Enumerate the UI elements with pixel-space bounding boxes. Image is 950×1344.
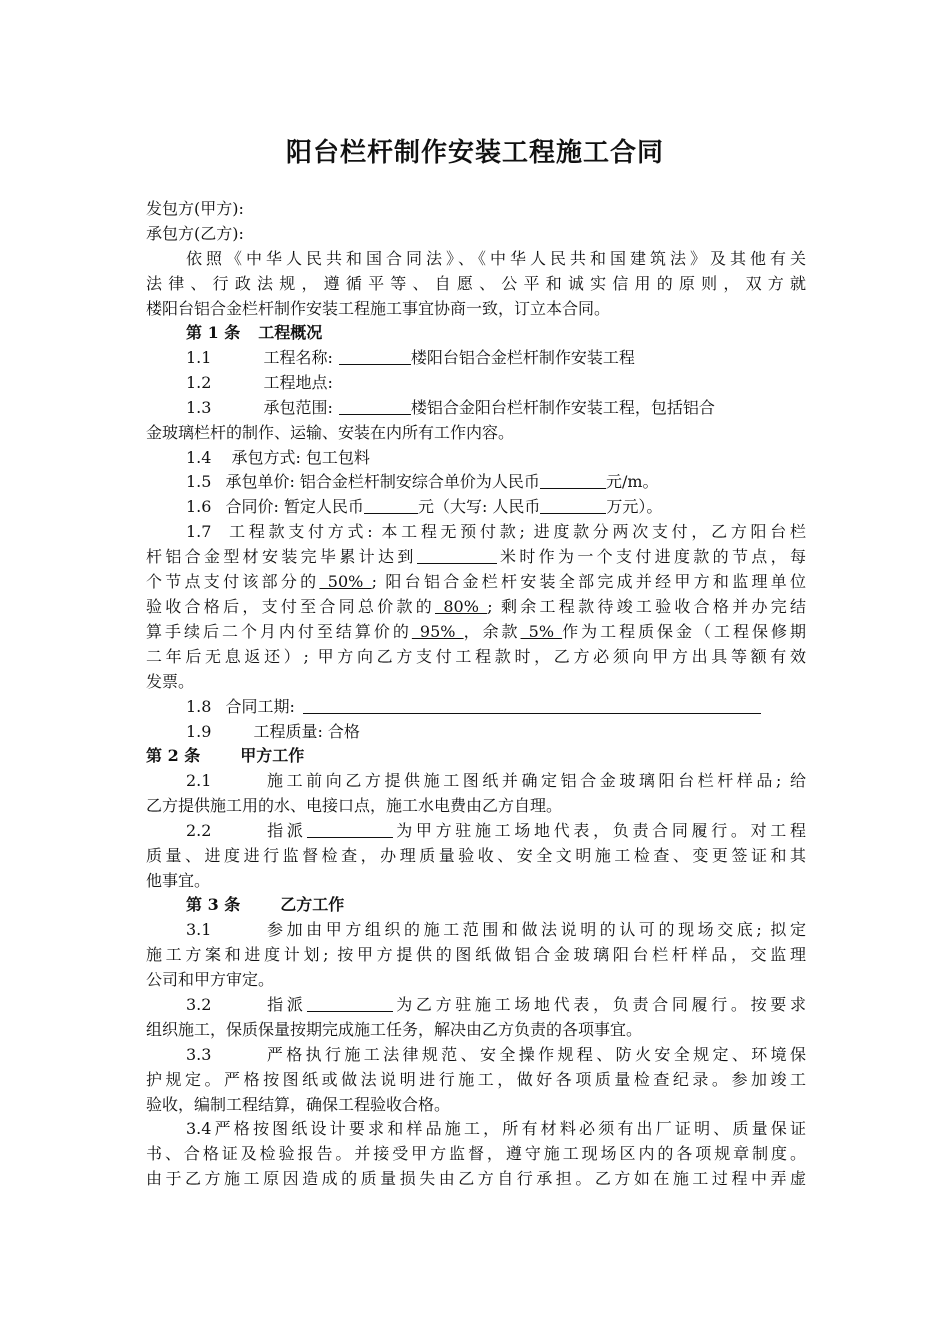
item-number: 1.3 [186,398,212,417]
item-number: 3.3 [186,1045,212,1064]
item-1-6: 1.6 合同价: 暂定人民币 元（大写: 人民币 万元）。 [186,497,663,516]
fill-blank [364,497,418,514]
item-number: 3.4 [186,1119,212,1138]
item-3-4: 3.4严格按图纸设计要求和样品施工，所有材料必须有出厂证明、质量保证 [186,1119,806,1138]
item-1-1 [186,345,846,370]
item-3-2-line: 组织施工，保质保量按期完成施工任务，解决由乙方负责的各项事宜。 [146,1020,643,1039]
item-1-8 [186,694,846,719]
item-1-7-line: 个节点支付该部分的 50% ; 阳台铝合金栏杆安装全部完成并经甲方和监理单位 [146,572,806,591]
item-2-1: 2.1 施工前向乙方提供施工图纸并确定铝合金玻璃阳台栏杆样品; 给 [186,771,806,790]
article-3-heading [186,892,846,917]
item-1-7-line: 验收合格后，支付至合同总价款的 80% ; 剩余工程款待竣工验收合格并办完结 [146,597,806,616]
item-value: 楼阳台铝合金栏杆制作安装工程 [410,348,635,367]
item-3-1: 3.1 参加由甲方组织的施工范围和做法说明的认可的现场交底; 拟定 [186,920,806,939]
item-1-7-line: 杆铝合金型材安装完毕累计达到 米时作为一个支付进度款的节点，每 [146,547,806,566]
fill-blank [540,472,606,489]
item-1-4 [186,445,846,470]
item-2-1-line: 乙方提供施工用的水、电接口点，施工水电费由乙方自理。 [146,796,563,815]
article-title: 工程概况 [258,323,323,342]
item-1-7-line: 二年后无息返还）; 甲方向乙方支付工程款时，乙方必须向甲方出具等额有效 [146,647,806,666]
item-1-3 [186,395,846,420]
retention-percent: 5% [520,622,563,641]
document-title: 阳台栏杆制作安装工程施工合同 [285,138,664,168]
item-1-9 [186,719,846,744]
fill-blank [307,821,393,838]
item-3-3-line: 护规定。严格按图纸或做法说明进行施工，做好各项质量检查纪录。参加竣工 [146,1070,806,1089]
item-label: 承包范围: [263,398,333,417]
item-number: 1.7 [186,522,212,541]
item-number: 1.9 [186,722,212,741]
payment-percent: 50% [319,572,372,591]
item-1-3-continued: 金玻璃栏杆的制作、运输、安装在内所有工作内容。 [146,423,515,442]
item-number: 1.8 [186,697,212,716]
party-a-line: 发包方(甲方): [146,199,244,218]
fill-blank [417,547,497,564]
item-2-2-line: 他事宜。 [146,871,211,890]
item-number: 3.1 [186,920,212,939]
payment-percent: 95% [411,622,464,641]
item-2-2: 2.2 指派 为甲方驻施工场地代表，负责合同履行。对工程 [186,821,806,840]
item-3-4-line: 由于乙方施工原因造成的质量损失由乙方自行承担。乙方如在施工过程中弄虚 [146,1169,806,1188]
item-label: 合同工期: [225,697,295,716]
item-number: 1.4 [186,448,212,467]
article-1-heading [186,320,846,345]
payment-percent: 80% [435,597,488,616]
item-number: 2.1 [186,771,212,790]
item-3-3-line: 验收，编制工程结算，确保工程验收合格。 [146,1095,451,1114]
intro-line: 依照《中华人民共和国合同法》、《中华人民共和国建筑法》及其他有关 [186,249,806,268]
item-1-7-line: 发票。 [146,672,195,691]
item-1-7-line: 算手续后二个月内付至结算价的 95% ，余款 5% 作为工程质保金（工程保修期 [146,622,806,641]
item-label: 工程名称: [263,348,333,367]
item-text: 工程质量: 合格 [253,722,360,741]
item-number: 1.5 [186,472,212,491]
item-label: 工程地点: [263,373,333,392]
item-3-2: 3.2 指派 为乙方驻施工场地代表，负责合同履行。按要求 [186,995,806,1014]
item-1-2 [186,370,846,395]
article-title: 乙方工作 [280,895,345,914]
item-3-1-line: 公司和甲方审定。 [146,970,275,989]
item-3-1-line: 施工方案和进度计划; 按甲方提供的图纸做铝合金玻璃阳台栏杆样品，交监理 [146,945,806,964]
article-2-heading [146,743,806,768]
item-number: 2.2 [186,821,212,840]
fill-blank [339,398,411,415]
article-number: 第 1 条 [186,323,241,342]
article-number: 第 2 条 [146,746,201,765]
item-value: 楼铝合金阳台栏杆制作安装工程，包括铝合 [410,398,715,417]
party-b-line: 承包方(乙方): [146,224,244,243]
item-3-3: 3.3 严格执行施工法律规范、安全操作规程、防火安全规定、环境保 [186,1045,806,1064]
fill-blank [303,697,761,714]
fill-blank [540,497,606,514]
fill-blank [307,995,393,1012]
item-2-2-line: 质量、进度进行监督检查，办理质量验收、安全文明施工检查、变更签证和其 [146,846,806,865]
item-number: 1.1 [186,348,212,367]
article-title: 甲方工作 [240,746,305,765]
item-text: 承包方式: 包工包料 [231,448,370,467]
item-1-7: 1.7 工程款支付方式: 本工程无预付款; 进度款分两次支付，乙方阳台栏 [186,522,806,541]
intro-line: 楼阳台铝合金栏杆制作安装工程施工事宜协商一致，订立本合同。 [146,299,611,318]
intro-line: 法律、行政法规，遵循平等、自愿、公平和诚实信用的原则，双方就 [146,274,806,293]
item-number: 3.2 [186,995,212,1014]
article-number: 第 3 条 [186,895,241,914]
item-number: 1.6 [186,497,212,516]
fill-blank [339,348,411,365]
item-3-4-line: 书、合格证及检验报告。并接受甲方监督，遵守施工现场区内的各项规章制度。 [146,1144,806,1163]
item-1-5: 1.5 承包单价: 铝合金栏杆制安综合单价为人民币 元/m。 [186,472,659,491]
item-number: 1.2 [186,373,212,392]
